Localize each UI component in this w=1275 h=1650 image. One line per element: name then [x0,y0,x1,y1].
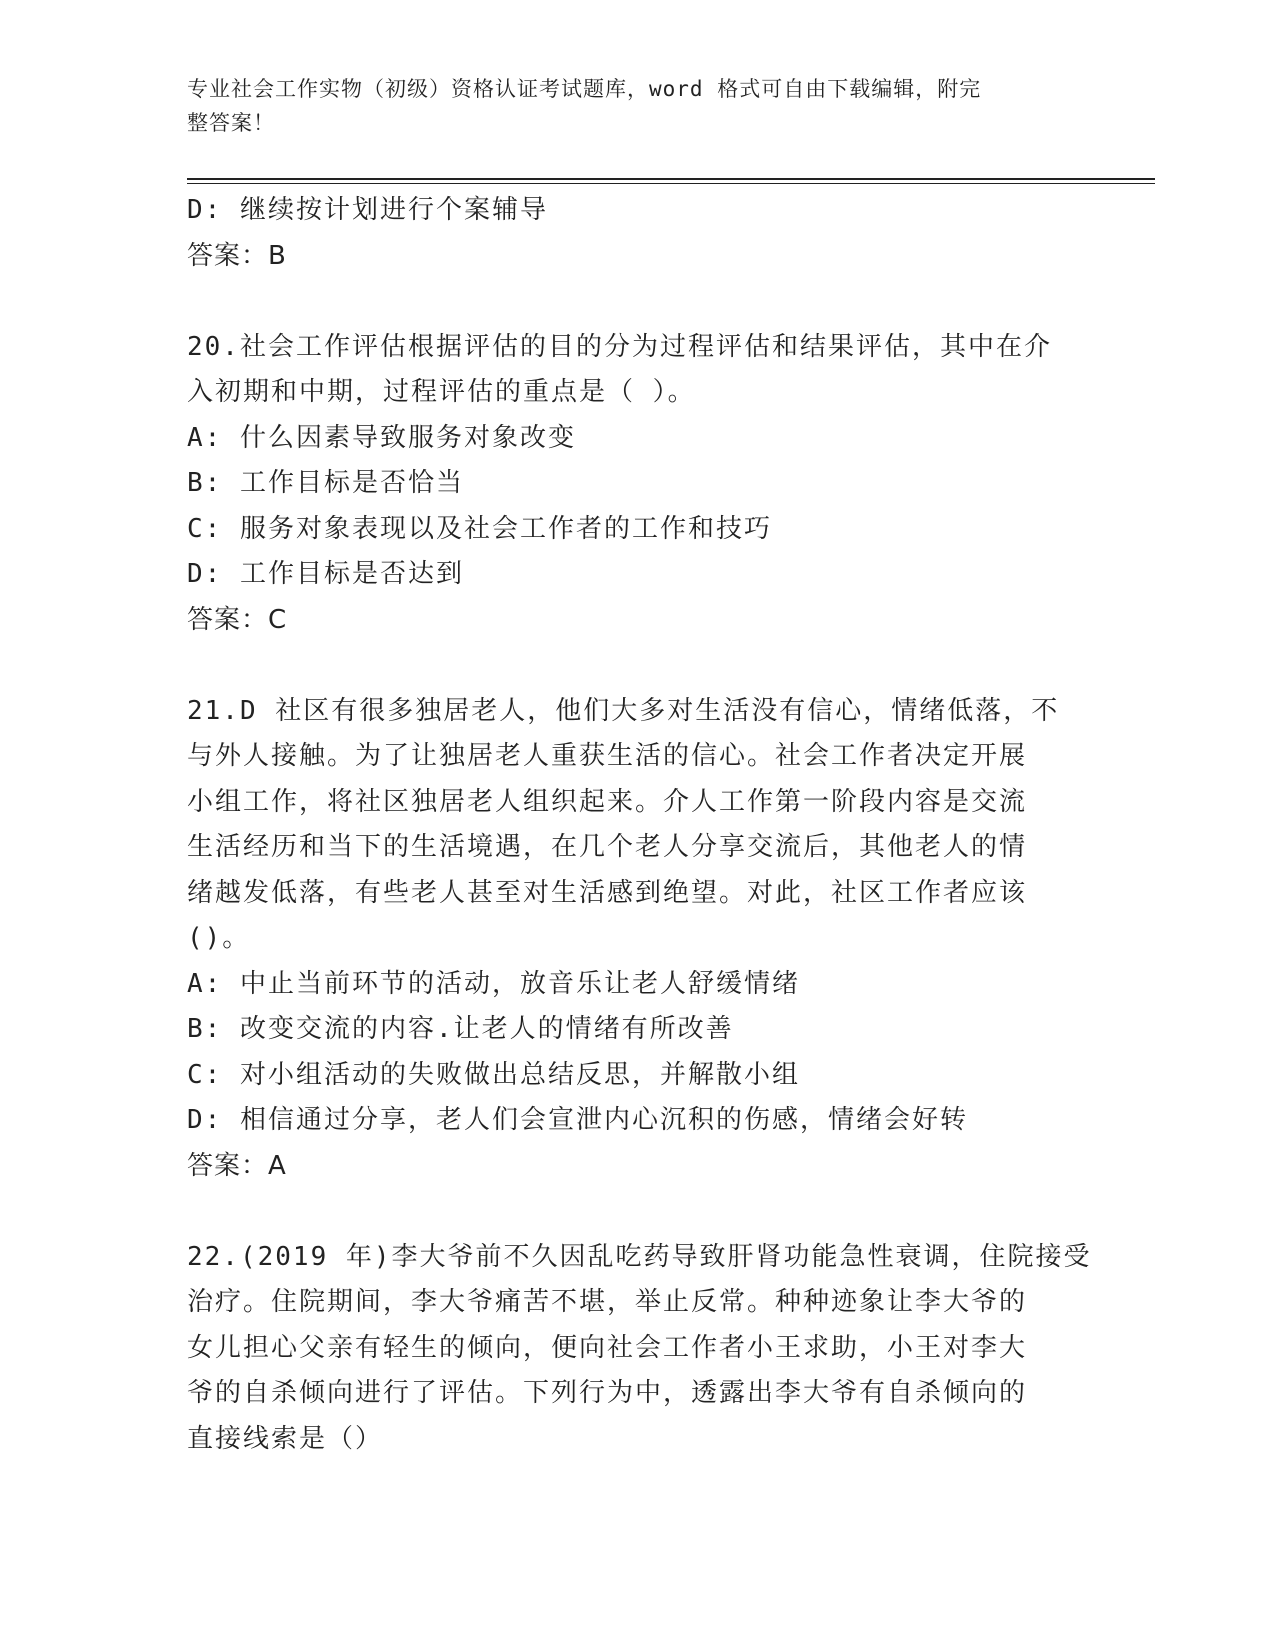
question-stem-line: 生活经历和当下的生活境遇，在几个老人分享交流后，其他老人的情 [187,832,1028,862]
question-stem-line: 直接线索是（） [187,1423,384,1454]
question-stem-line: 治疗。住院期间，李大爷痛苦不堪，举止反常。种种迹象让李大爷的 [187,1287,1028,1317]
page-header [187,72,1067,140]
document-body [187,188,1092,1462]
question-stem-line: 21.D 社区有很多独居老人，他们大多对生活没有信心，情绪低落，不 [187,695,1060,726]
answer: 答案：C [187,604,288,635]
question-22 [187,1235,1092,1463]
header-divider-thin [187,183,1155,184]
spacer [187,1189,1087,1235]
header-divider-thick [187,178,1155,180]
spacer [187,279,1087,325]
question-stem-line: 20.社会工作评估根据评估的目的分为过程评估和结果评估，其中在介 [187,331,1052,362]
option-b: B: 工作目标是否恰当 [187,468,464,498]
option-a: A: 中止当前环节的活动，放音乐让老人舒缓情绪 [187,968,800,999]
question-stem-line: 入初期和中期，过程评估的重点是（ ）。 [187,377,696,407]
question-stem-line: 22.(2019 年)李大爷前不久因乱吃药导致肝肾功能急性衰调，住院接受 [187,1241,1092,1272]
option-d: D: 继续按计划进行个案辅导 [187,195,548,225]
question-19-tail [187,188,1087,279]
option-a: A: 什么因素导致服务对象改变 [187,422,576,453]
question-stem-line: 爷的自杀倾向进行了评估。下列行为中，透露出李大爷有自杀倾向的 [187,1378,1028,1408]
header-line-2: 整答案！ [187,111,275,135]
option-c: C: 对小组活动的失败做出总结反思，并解散小组 [187,1059,800,1090]
option-c: C: 服务对象表现以及社会工作者的工作和技巧 [187,513,772,544]
header-line-1: 专业社会工作实物（初级）资格认证考试题库，word 格式可自由下载编辑，附完 [187,77,982,101]
question-stem-line: 与外人接触。为了让独居老人重获生活的信心。社会工作者决定开展 [187,741,1028,771]
question-stem-line: 女儿担心父亲有轻生的倾向，便向社会工作者小王求助，小王对李大 [187,1332,1028,1363]
spacer [187,643,1087,689]
option-b: B: 改变交流的内容.让老人的情绪有所改善 [187,1014,734,1044]
question-stem-line: 小组工作，将社区独居老人组织起来。介人工作第一阶段内容是交流 [187,786,1028,817]
option-d: D: 工作目标是否达到 [187,559,464,589]
question-20 [187,325,1087,644]
question-stem-line: ()。 [187,923,251,953]
answer: 答案：B [187,240,287,271]
question-stem-line: 绪越发低落，有些老人甚至对生活感到绝望。对此，社区工作者应该 [187,877,1028,908]
question-21 [187,689,1087,1190]
answer: 答案：A [187,1150,287,1181]
option-d: D: 相信通过分享，老人们会宣泄内心沉积的伤感，情绪会好转 [187,1105,968,1135]
